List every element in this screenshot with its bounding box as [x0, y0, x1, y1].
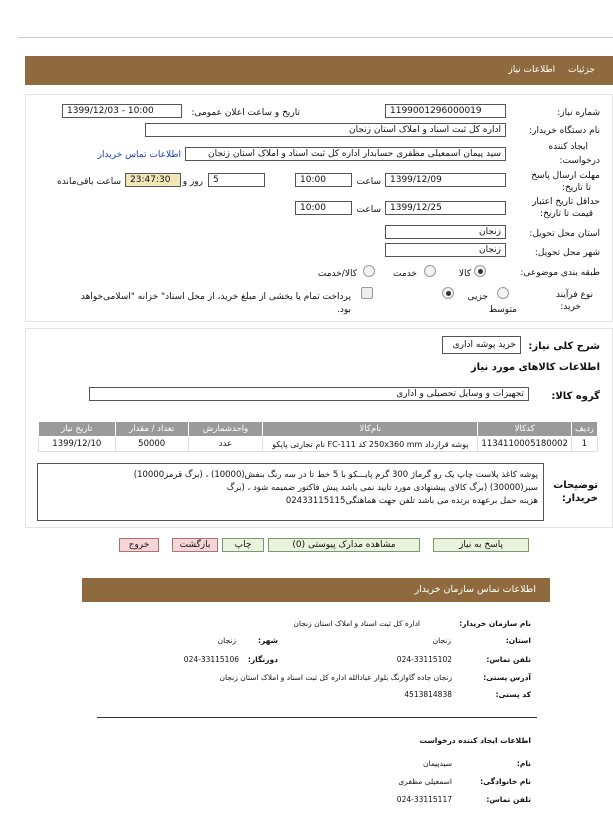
contact-org-label: نام سازمان خریدار: [459, 619, 531, 628]
col-qty: تعداد / مقدار [115, 422, 188, 437]
contact-address-value: زنجان جاده گاوازنگ بلوار عبادالله اداره کل ثبت اسناد و املاک استان زنجان [219, 673, 452, 682]
deadline-date-field[interactable]: 1399/12/09 [385, 173, 506, 187]
deadline-time-field[interactable]: 10:00 [295, 173, 352, 187]
process-label-2: خرید: [560, 302, 581, 312]
back-button[interactable]: بازگشت [172, 538, 218, 552]
creator-name-label: نام: [516, 759, 531, 768]
announce-label: تاریخ و ساعت اعلان عمومی: [191, 108, 300, 118]
announce-field[interactable]: 1399/12/03 - 10:00 [62, 104, 182, 118]
payment-note-2: بود. [336, 305, 351, 315]
cell-date: 1399/12/10 [39, 437, 116, 452]
validity-label-2: قیمت تا تاریخ: [540, 209, 593, 219]
validity-time-field[interactable]: 10:00 [295, 201, 352, 215]
goods-table-header [39, 422, 598, 437]
contact-fax-label: دورنگار: [247, 655, 278, 664]
creator-label-2: درخواست: [559, 156, 600, 166]
goods-table [38, 421, 598, 452]
cell-qty: 50000 [115, 437, 188, 452]
notes-line-2: سبز(30000) (برگ کالای پیشنهادی مورد تایید نمی باشد پیش فاکتور ضمیمه شود ، (برگ [226, 483, 538, 493]
contact-postal-value: 4513814838 [404, 690, 452, 699]
validity-date-field[interactable]: 1399/12/25 [385, 201, 506, 215]
province-field[interactable]: زنجان [385, 225, 506, 239]
contact-title: اطلاعات تماس سازمان خریدار [414, 584, 536, 595]
city-label: شهر محل تحویل: [534, 248, 600, 258]
need-title-label: شرح کلی نیاز: [528, 341, 600, 352]
need-title-field[interactable]: خرید پوشه اداری [442, 336, 521, 354]
buyer-contact-link[interactable]: اطلاعات تماس خریدار [97, 150, 181, 160]
buyer-field[interactable]: اداره کل ثبت اسناد و املاک استان زنجان [145, 123, 506, 137]
process-medium-radio[interactable] [442, 287, 454, 299]
contact-divider [97, 717, 537, 718]
province-label: استان محل تحویل: [529, 229, 600, 239]
treasury-checkbox[interactable] [361, 287, 373, 299]
creator-phone-label: تلفن تماس: [486, 795, 531, 804]
goods-group-label: گروه کالا: [551, 391, 600, 402]
contact-header [82, 578, 550, 602]
cell-unit: عدد [188, 437, 262, 452]
process-minor-label: جزیی [467, 292, 488, 302]
need-no-label: شماره نیاز: [557, 108, 600, 118]
goods-group-field[interactable]: تجهیزات و وسایل تحصیلی و اداری [89, 387, 529, 401]
cell-row: 1 [571, 437, 597, 452]
crumb-need-info[interactable]: اطلاعات نیاز [508, 65, 556, 75]
creator-info-title: اطلاعات ایجاد کننده درخواست [419, 736, 531, 745]
process-medium-label: متوسط [488, 305, 517, 315]
category-service-label: خدمت [393, 269, 417, 279]
notes-label-2: خریدار: [561, 493, 598, 504]
category-both-radio[interactable] [363, 265, 375, 277]
days-label: روز و [182, 177, 203, 187]
col-unit: واحدشمارش [188, 422, 262, 437]
category-goods-label: کالا [458, 269, 471, 279]
contact-postal-label: کد پستی: [495, 690, 531, 699]
top-divider [18, 37, 613, 38]
reply-button[interactable]: پاسخ به نیاز [433, 538, 529, 552]
deadline-label-1: مهلت ارسال پاسخ [531, 171, 600, 181]
col-row: ردیف [571, 422, 597, 437]
days-field[interactable]: 5 [208, 173, 265, 187]
contact-city-label: شهر: [258, 636, 278, 645]
col-date: تاریخ نیاز [39, 422, 116, 437]
crumb-details[interactable]: جزئیات [568, 65, 595, 75]
contact-org-value: اداره کل ثبت اسناد و املاک استان زنجان [293, 619, 420, 628]
attachments-button[interactable]: مشاهده مدارک پیوستی (0) [268, 538, 420, 552]
remaining-time-field: 23:47:30 [125, 173, 181, 187]
remaining-label: ساعت باقی‌مانده [57, 177, 121, 187]
notes-line-1: پوشه کاغذ پلاست چاپ یک رو گرماژ 300 گرم پایـــکو با 5 خط تا در سه رنگ بنفش(10000) ، (برگ قرمز10000) [133, 470, 538, 480]
creator-family-value: اسمعیلی مظفری [398, 777, 452, 786]
creator-label-1: ایجاد کننده [548, 142, 588, 152]
deadline-label-2: تا تاریخ: [561, 183, 591, 193]
creator-field[interactable]: سید پیمان اسمعیلی مظفری حسابدار اداره کل ثبت اسناد و املاک استان زنجان [185, 147, 506, 161]
creator-name-value: سیدپیمان [423, 759, 452, 768]
creator-family-label: نام خانوادگی: [480, 777, 531, 786]
goods-info-title: اطلاعات کالاهای مورد نیاز [470, 362, 600, 373]
process-label-1: نوع فرآیند [555, 290, 593, 300]
category-goods-radio[interactable] [474, 265, 486, 277]
cell-name: پوشه قرارداد 250x360 mm کد FC-111 نام تجارتی پاپکو [263, 437, 478, 452]
page-header [25, 56, 613, 85]
contact-phone-value: 024-33115102 [396, 655, 452, 664]
category-service-radio[interactable] [424, 265, 436, 277]
creator-phone-value: 024-33115117 [396, 795, 452, 804]
contact-province-label: استان: [505, 636, 531, 645]
need-no-field[interactable]: 1199001296000019 [385, 104, 506, 118]
contact-phone-label: تلفن تماس: [486, 655, 531, 664]
notes-box [37, 463, 544, 521]
notes-line-3: هزینه حمل برعهده برنده می باشد تلفن جهت هماهنگی02433115115 [285, 496, 538, 506]
payment-note-1: پرداخت تمام یا بخشی از مبلغ خرید، از محل اسناد" خزانه "اسلامی‌خواهد [80, 292, 351, 302]
print-button[interactable]: چاپ [222, 538, 264, 552]
cell-code: 1134110005180002 [478, 437, 572, 452]
validity-time-label: ساعت [356, 205, 381, 215]
col-code: کدکالا [478, 422, 572, 437]
category-both-label: کالا/خدمت [317, 269, 357, 279]
category-label: طبقه بندی موضوعی: [520, 268, 600, 278]
notes-label-1: توضیحات [553, 480, 598, 491]
city-field[interactable]: زنجان [385, 243, 506, 257]
validity-label-1: حداقل تاریخ اعتبار [532, 197, 600, 207]
buyer-label: نام دستگاه خریدار: [529, 126, 600, 136]
contact-fax-value: 024-33115106 [183, 655, 239, 664]
exit-button[interactable]: خروج [119, 538, 159, 552]
breadcrumb [498, 65, 595, 75]
deadline-time-label: ساعت [356, 177, 381, 187]
table-row[interactable] [39, 437, 598, 452]
contact-address-label: آدرس پستی: [483, 673, 531, 682]
contact-city-value: زنجان [217, 636, 236, 645]
contact-province-value: زنجان [432, 636, 451, 645]
process-minor-radio[interactable] [497, 287, 509, 299]
col-name: نام‌کالا [263, 422, 478, 437]
